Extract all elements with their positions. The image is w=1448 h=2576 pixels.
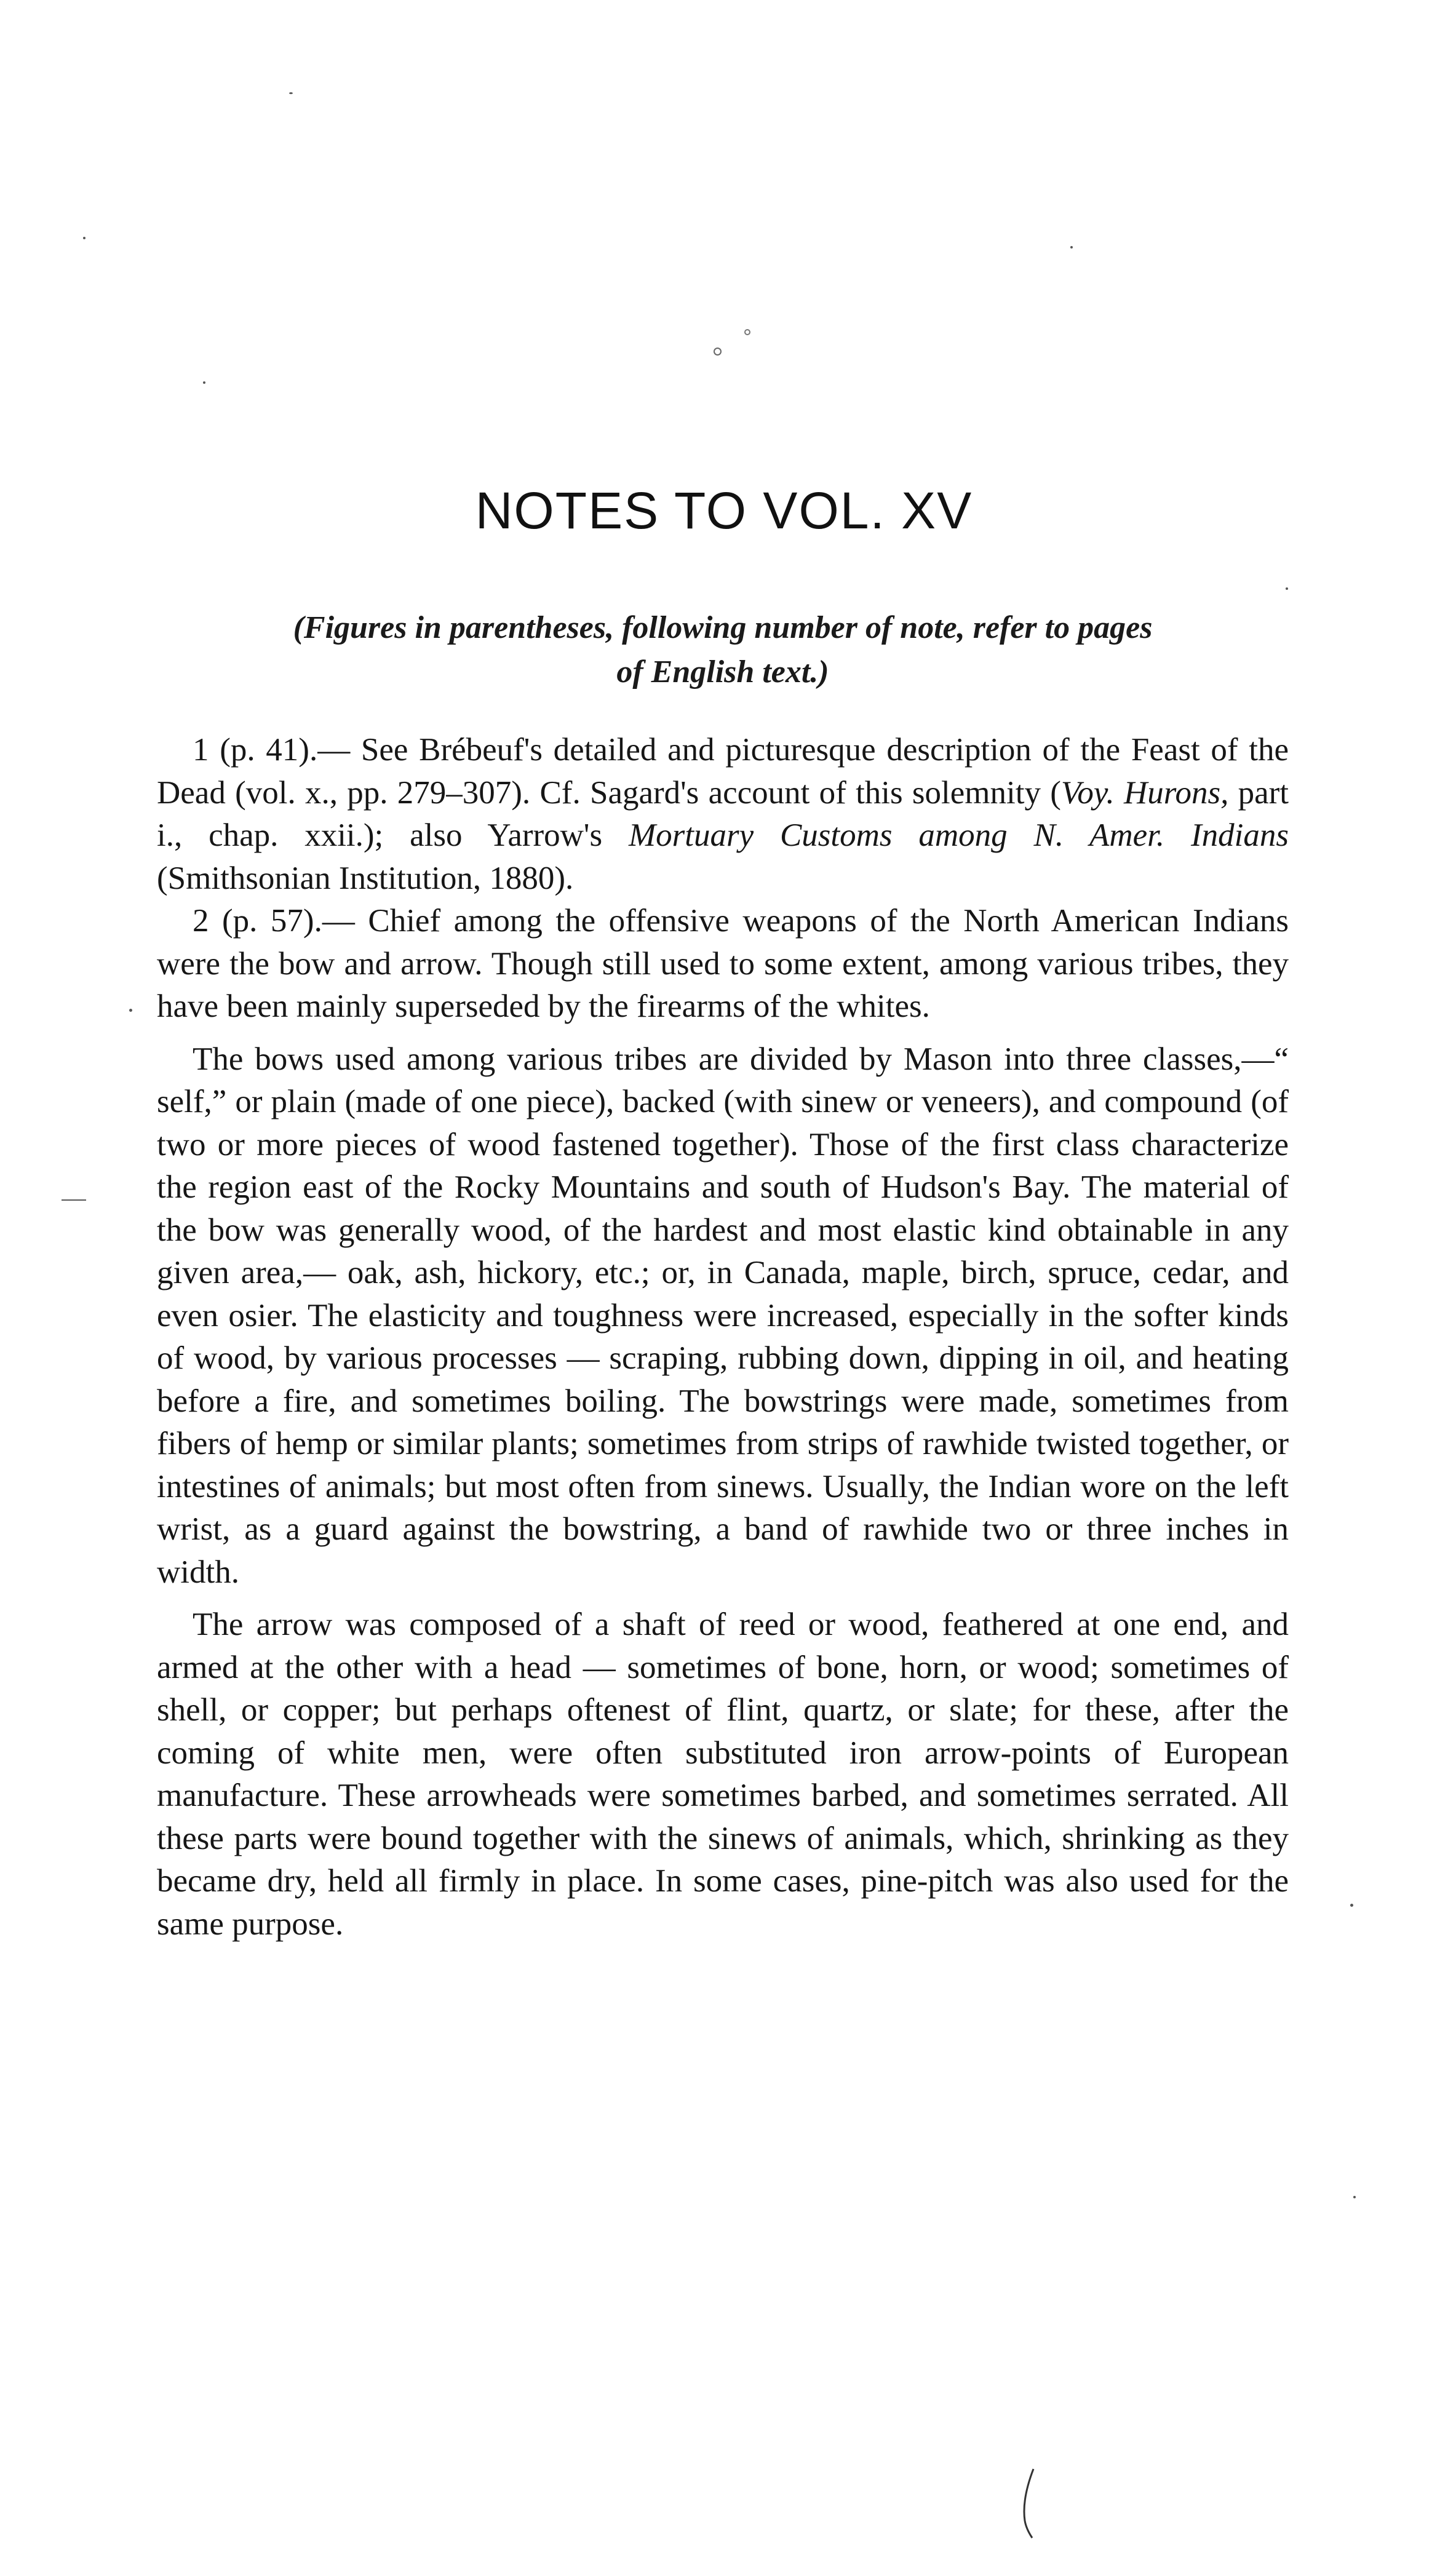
note-1-title-a: Voy. Hurons, [1060,774,1229,811]
scan-speck [714,348,722,356]
scan-speck [62,1199,86,1201]
subtitle-line: (Figures in parentheses, following number of note, refer to pages [293,610,1153,645]
pencil-mark [1020,2467,1038,2540]
note-1-mid: part i., chap. xxii.); also Yarrow's [157,774,1289,853]
scan-speck [289,92,293,94]
note-2-paragraph-3: The arrow was composed of a shaft of reed or wood, feathered at one end, and armed at the other with a head — sometimes of bone, horn, or wood; sometimes of shell, or copper; but perhaps oftenest of flint, quartz, or slate; for these, after the coming of white men, were often substituted iron arrow-points of European manufacture. These arrowheads were sometimes barbed, and sometimes serrated. All these parts were bound together with the sinews of animals, which, shrinking as they became dry, held all firmly in place. In some cases, pine-pitch was also used for the same purpose. [157,1607,1289,1942]
scan-speck [1070,246,1073,248]
note-1-title-b: Mortuary Customs among N. Amer. Indians [628,817,1289,853]
scan-speck [129,1009,132,1012]
notes-body [157,729,1289,1946]
scan-speck [744,329,750,335]
page-title: NOTES TO VOL. XV [475,482,973,539]
scan-speck [1353,2196,1356,2198]
note-1-tail: (Smithsonian Institution, 1880). [157,860,574,896]
note-1 [157,729,1289,900]
scan-speck [203,381,205,384]
page-subtitle [157,606,1289,694]
note-1-lead: 1 (p. 41).— See Brébeuf's detailed and picturesque description of the Feast of the Dead (vol. x., pp. 279–307). Cf. Sagard's account of this solemnity ( [157,732,1289,811]
note-2-paragraph-2: The bows used among various tribes are divided by Mason into three classes,—“ self,” or plain (made of one piece), backed (with sinew or veneers), and compound (of two or more pieces of wood fastened together). Those of the first class characterize the region east of the Rocky Mountains and south of Hudson's Bay. The material of the bow was generally wood, of the hardest and most elastic kind obtainable in any given area,— oak, ash, hickory, etc.; or, in Canada, maple, birch, spruce, cedar, and even osier. The elasticity and toughness were increased, especially in the softer kinds of wood, by various processes — scraping, rubbing down, dipping in oil, and heating before a fire, and sometimes boiling. The bowstrings were made, sometimes from fibers of hemp or similar plants; sometimes from strips of rawhide twisted together, or intestines of animals; but most often from sinews. Usually, the Indian wore on the left wrist, as a guard against the bowstring, a band of rawhide two or three inches in width. [157,1041,1289,1590]
scan-speck [1286,587,1288,590]
note-2-paragraph-1: 2 (p. 57).— Chief among the offensive weapons of the North American Indians were the bow and arrow. Though still used to some extent, among various tribes, they have been mainly superseded by the firearms of the whites. [157,903,1289,1024]
scan-speck [1350,1904,1353,1907]
subtitle-line: of English text.) [616,654,829,690]
scan-speck [83,237,86,239]
